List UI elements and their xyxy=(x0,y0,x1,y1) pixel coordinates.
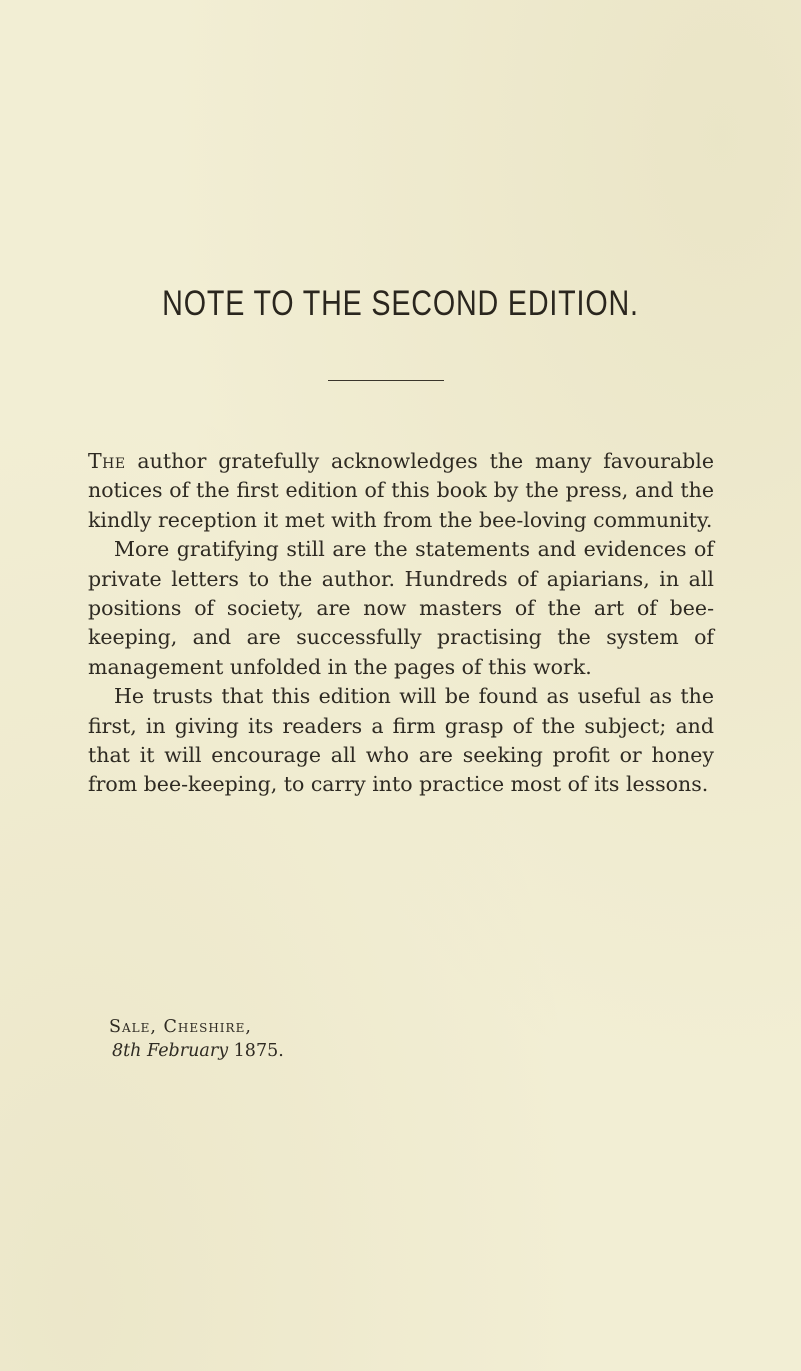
paragraph-1 xyxy=(88,447,714,535)
paragraph-3: He trusts that this edition will be found as useful as the first, in giving its readers a firm grasp of the subject; and that it will encourage all who are seeking profit or honey from bee-keeping, to carry into practice most of its lessons. xyxy=(88,684,714,797)
title-divider xyxy=(328,380,444,381)
note-body xyxy=(88,447,714,800)
signature-day: 8th xyxy=(112,1041,142,1061)
page-title: NOTE TO THE SECOND EDITION. xyxy=(162,284,639,323)
signature-block xyxy=(109,1015,284,1063)
signature-year: 1875. xyxy=(233,1041,284,1061)
paragraph-2: More gratifying still are the statements and evidences of private letters to the author. Hundreds of apiarians, in all positions of society, are now masters of the art of bee-keeping, and are successfully practising the system of management unfolded in the pages of this work. xyxy=(88,537,714,679)
paragraph-1-text: author gratefully acknowledges the many favourable notices of the first edition of this book by the press, and the kindly reception it met with from the bee-loving community. xyxy=(88,449,714,532)
paragraph-lead-word: The xyxy=(88,449,126,473)
signature-month: February xyxy=(147,1041,229,1061)
signature-place: Sale, Cheshire, xyxy=(109,1017,252,1037)
signature-date xyxy=(112,1039,284,1063)
